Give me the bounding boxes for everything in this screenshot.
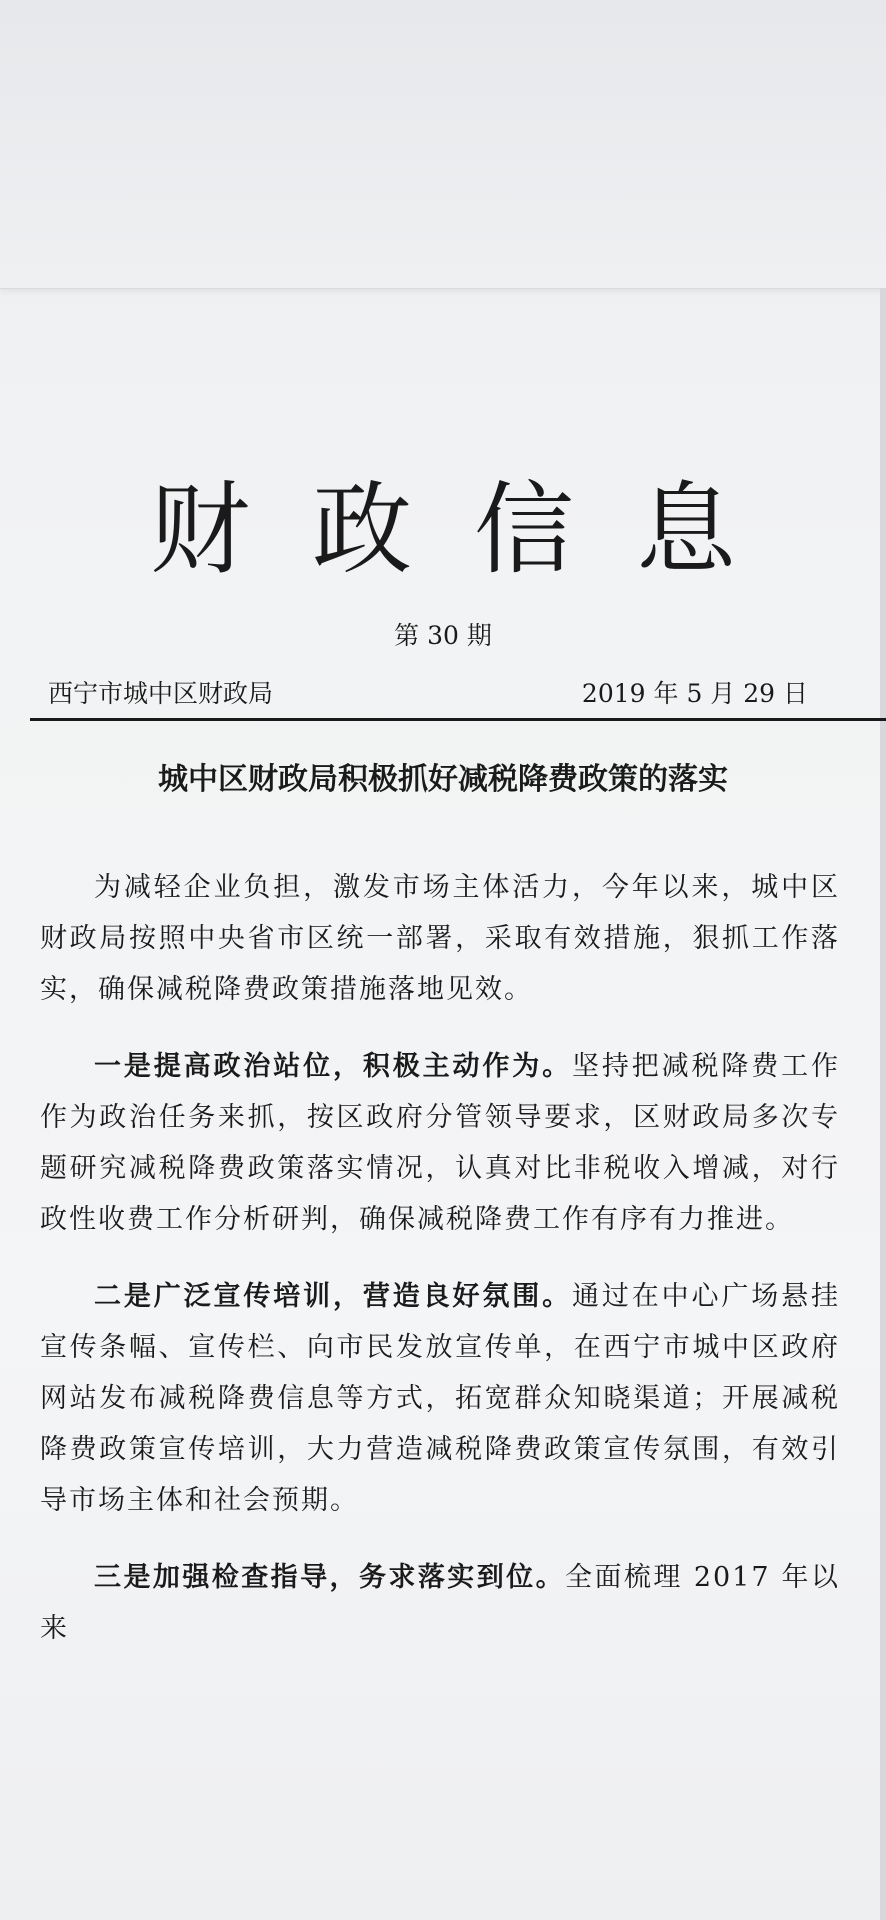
paragraph-text: 通过在中心广场悬挂宣传条幅、宣传栏、向市民发放宣传单，在西宁市城中区政府网站发布减税降费信息等方式，拓宽群众知晓渠道；开展减税降费政策宣传培训，大力营造减税降费政策宣传氛围，有效引导市场主体和社会预期。 bbox=[40, 1281, 840, 1516]
header-divider bbox=[30, 718, 886, 721]
paragraph-intro bbox=[40, 862, 840, 1015]
overlapping-top-sheet bbox=[0, 0, 886, 289]
paragraph-point-1 bbox=[40, 1041, 840, 1245]
document-title: 财政信息 bbox=[150, 471, 798, 588]
article-body bbox=[40, 862, 840, 1680]
paragraph-lead: 二是广泛宣传培训，营造良好氛围。 bbox=[94, 1281, 572, 1312]
paragraph-lead: 三是加强检查指导，务求落实到位。 bbox=[94, 1562, 566, 1593]
paragraph-text: 坚持把减税降费工作作为政治任务来抓，按区政府分管领导要求，区财政局多次专题研究减税降费政策落实情况，认真对比非税收入增减，对行政性收费工作分析研判，确保减税降费工作有序有力推进。 bbox=[40, 1051, 840, 1235]
paragraph-lead: 一是提高政治站位，积极主动作为。 bbox=[94, 1051, 572, 1082]
issue-number: 第 30 期 bbox=[394, 621, 492, 650]
article-headline: 城中区财政局积极抓好减税降费政策的落实 bbox=[158, 762, 728, 797]
paragraph-point-2 bbox=[40, 1271, 840, 1526]
paragraph-text: 为减轻企业负担，激发市场主体活力，今年以来，城中区财政局按照中央省市区统一部署，采取有效措施，狠抓工作落实，确保减税降费政策措施落地见效。 bbox=[40, 872, 840, 1005]
paragraph-point-3 bbox=[40, 1552, 840, 1654]
paragraph-text: 全面梳理 2017 年以来 bbox=[40, 1562, 841, 1644]
issuing-organization: 西宁市城中区财政局 bbox=[48, 679, 274, 708]
issue-date: 2019 年 5 月 29 日 bbox=[581, 679, 808, 708]
